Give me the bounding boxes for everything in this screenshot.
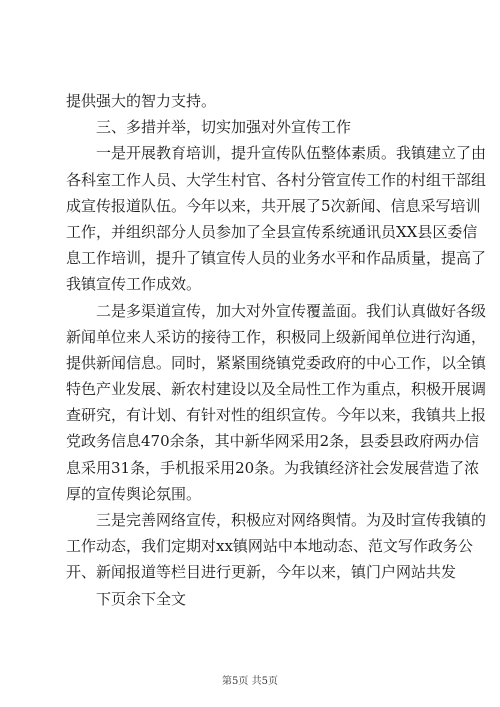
text-line: 息采用31条，手机报采用20条。为我镇经济社会发展营造了浓	[66, 458, 480, 477]
text-line: 息工作培训，提升了镇宣传人员的业务水平和作品质量，提高了	[66, 249, 487, 268]
text-line: 三、多措并举，切实加强对外宣传工作	[96, 118, 352, 137]
text-line: 三是完善网络宣传，积极应对网络舆情。为及时宣传我镇的	[96, 511, 487, 529]
page-footer: 第5页 共5页	[222, 676, 278, 687]
text-line: 查研究，有计划、有针对性的组织宣传。今年以来，我镇共上报	[66, 406, 487, 425]
text-line: 厚的宣传舆论氛围。	[66, 484, 202, 503]
text-line: 下页余下全文	[96, 589, 187, 608]
text-line: 开、新闻报道等栏目进行更新，今年以来，镇门户网站共发	[66, 563, 457, 582]
text-line: 我镇宣传工作成效。	[66, 275, 202, 294]
text-line: 成宣传报道队伍。今年以来，共开展了5次新闻、信息采写培训	[66, 196, 481, 215]
text-line: 特色产业发展、新农村建设以及全局性工作为重点，积极开展调	[66, 380, 487, 399]
text-line: 各科室工作人员、大学生村官、各村分管宣传工作的村组干部组	[66, 170, 487, 189]
body-text	[66, 88, 487, 612]
text-line: 党政务信息470余条，其中新华网采用2条，县委县政府两办信	[66, 432, 480, 451]
text-line: 二是多渠道宣传，加大对外宣传覆盖面。我们认真做好各级	[96, 301, 487, 320]
text-line: 工作动态，我们定期对xx镇网站中本地动态、范文写作政务公	[66, 537, 473, 556]
text-line: 提供新闻信息。同时，紧紧围绕镇党委政府的中心工作，以全镇	[66, 353, 487, 372]
text-line: 一是开展教育培训，提升宣传队伍整体素质。我镇建立了由	[96, 144, 487, 163]
text-line: 提供强大的智力支持。	[66, 92, 217, 110]
text-line: 新闻单位来人采访的接待工作，积极同上级新闻单位进行沟通，	[66, 327, 487, 346]
text-line: 工作，并组织部分人员参加了全县宣传系统通讯员XX县区委信	[66, 222, 478, 241]
